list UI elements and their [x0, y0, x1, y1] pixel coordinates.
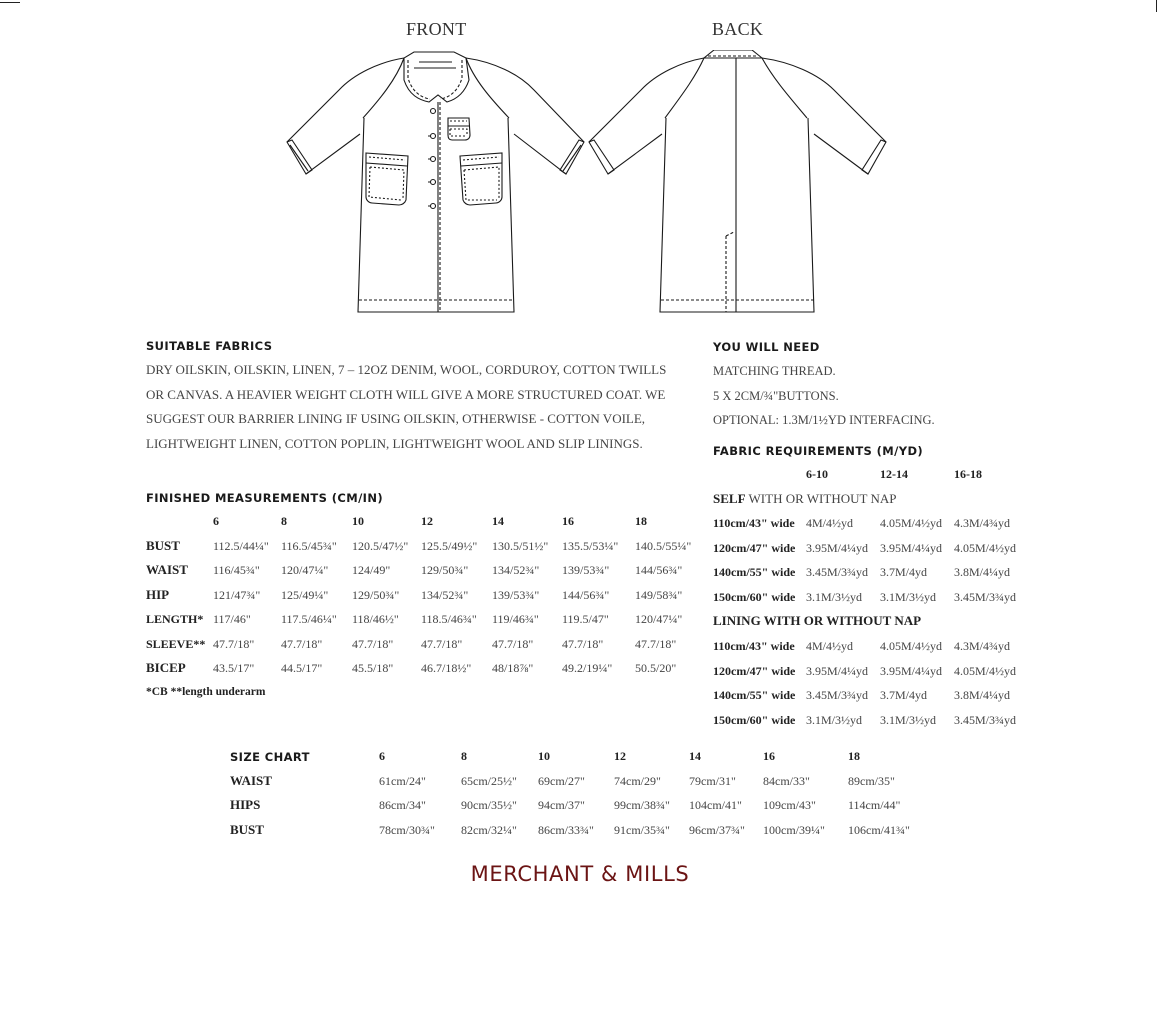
- table-row: [713, 683, 1033, 708]
- table-row: [713, 634, 1033, 659]
- size-header: 12: [614, 749, 626, 763]
- table-cell: 125/49¼": [281, 587, 329, 602]
- size-header: 12: [421, 514, 433, 528]
- table-row: [713, 659, 1033, 684]
- table-cell: 78cm/30¾": [379, 822, 435, 837]
- back-view-label: BACK: [712, 19, 764, 39]
- table-cell: 144/56¾": [562, 587, 610, 602]
- size-header: 16: [562, 514, 574, 528]
- self-label: SELF: [713, 491, 746, 506]
- table-cell: 116/45¾": [213, 563, 260, 577]
- table-row: [230, 818, 950, 843]
- size-group-header: 6-10: [806, 467, 828, 481]
- row-label: BUST: [230, 821, 264, 837]
- table-cell: 129/50¾": [421, 563, 469, 577]
- table-cell: 3.7M/4yd: [880, 565, 928, 579]
- table-row: [713, 536, 1033, 561]
- need-item: 5 X 2CM/¾"BUTTONS.: [713, 389, 839, 403]
- lining-label: LINING WITH OR WITHOUT NAP: [713, 613, 922, 628]
- table-cell: 47.7/18": [635, 636, 677, 651]
- table-cell: 4.05M/4½yd: [954, 663, 1017, 678]
- table-cell: 86cm/34": [379, 798, 426, 812]
- table-cell: 61cm/24": [379, 773, 426, 788]
- table-cell: 96cm/37¾": [689, 822, 745, 837]
- table-cell: 149/58¾": [635, 587, 683, 602]
- table-cell: 117/46": [213, 612, 251, 626]
- table-cell: 121/47¾": [213, 587, 261, 602]
- need-item: MATCHING THREAD.: [713, 364, 836, 378]
- table-cell: 129/50¾": [352, 587, 400, 602]
- suitable-fabrics-text: [146, 358, 666, 456]
- table-header-row: [146, 509, 706, 534]
- fabric-width: 120cm/47" wide: [713, 663, 796, 678]
- table-cell: 140.5/55¼": [635, 538, 692, 553]
- size-group-header: 16-18: [954, 467, 982, 481]
- table-cell: 109cm/43": [763, 798, 816, 812]
- table-cell: 3.1M/3½yd: [806, 712, 863, 727]
- table-cell: 3.1M/3½yd: [880, 712, 937, 727]
- finished-measurements-heading: FINISHED MEASUREMENTS (CM/IN): [146, 491, 384, 505]
- fabric-width: 150cm/60" wide: [713, 589, 796, 604]
- table-cell: 3.8M/4¼yd: [954, 688, 1011, 702]
- crop-mark: [1156, 0, 1157, 12]
- table-cell: 47.7/18": [562, 636, 604, 651]
- table-cell: 120.5/47½": [352, 538, 409, 553]
- size-header: 18: [635, 514, 647, 528]
- table-cell: 79cm/31": [689, 773, 736, 788]
- table-cell: 49.2/19¼": [562, 661, 613, 675]
- table-cell: 86cm/33¾": [538, 822, 594, 837]
- table-cell: 46.7/18½": [421, 661, 472, 675]
- table-cell: 99cm/38¾": [614, 798, 670, 812]
- table-cell: 48/18⅞": [492, 661, 534, 675]
- table-cell: 91cm/35¾": [614, 822, 670, 837]
- table-cell: 4.3M/4¾yd: [954, 516, 1011, 530]
- self-fabric-table: [713, 511, 1033, 609]
- table-cell: 4.05M/4½yd: [954, 540, 1017, 555]
- row-label: WAIST: [230, 772, 272, 788]
- size-header: 10: [352, 514, 364, 528]
- table-cell: 120/47¼": [281, 563, 329, 577]
- size-header: 14: [689, 749, 701, 763]
- table-cell: 3.45M/3¾yd: [806, 565, 869, 579]
- text-line: DRY OILSKIN, OILSKIN, LINEN, 7 – 12OZ DENIM, WOOL, CORDUROY, COTTON TWILLS: [146, 362, 667, 377]
- size-header: 8: [281, 514, 287, 528]
- table-cell: 124/49": [352, 563, 391, 577]
- table-cell: 3.45M/3¾yd: [954, 589, 1017, 604]
- table-cell: 135.5/53¼": [562, 538, 619, 553]
- table-cell: 120/47¼": [635, 612, 683, 626]
- size-group-header: 12-14: [880, 467, 908, 481]
- table-cell: 82cm/32¼": [461, 822, 517, 837]
- row-label: HIP: [146, 586, 170, 602]
- table-cell: 104cm/41": [689, 798, 742, 812]
- table-cell: 119.5/47": [562, 612, 609, 626]
- fabric-width: 140cm/55" wide: [713, 565, 796, 579]
- row-label: BUST: [146, 537, 180, 553]
- table-row: [146, 656, 706, 681]
- table-cell: 3.1M/3½yd: [880, 589, 937, 604]
- table-row: [146, 607, 706, 632]
- table-cell: 119/46¾": [492, 612, 539, 626]
- table-cell: 3.8M/4¼yd: [954, 565, 1011, 579]
- row-label: BICEP: [146, 660, 186, 675]
- table-cell: 90cm/35½": [461, 798, 517, 812]
- fabric-width: 140cm/55" wide: [713, 688, 796, 702]
- coat-front-illustration: [284, 50, 589, 315]
- size-header: 8: [461, 749, 467, 763]
- fabric-width: 150cm/60" wide: [713, 712, 796, 727]
- table-row: [146, 558, 706, 583]
- lining-fabric-table: [713, 634, 1033, 732]
- table-cell: 50.5/20": [635, 661, 677, 675]
- fabric-width: 110cm/43" wide: [713, 516, 795, 530]
- size-chart-heading: SIZE CHART: [230, 750, 310, 764]
- size-chart-table: [230, 744, 950, 842]
- table-cell: 3.95M/4¼yd: [880, 540, 943, 555]
- front-view-label: FRONT: [406, 19, 467, 39]
- table-header-row: [713, 462, 1033, 487]
- fabric-width: 120cm/47" wide: [713, 540, 796, 555]
- table-row: [230, 769, 950, 794]
- table-cell: 118/46½": [352, 612, 399, 626]
- table-row: [713, 708, 1033, 733]
- table-cell: 3.95M/4¼yd: [806, 540, 869, 555]
- text-line: LIGHTWEIGHT LINEN, COTTON POPLIN, LIGHTWEIGHT WOOL AND SLIP LININGS.: [146, 435, 643, 451]
- table-cell: 94cm/37": [538, 798, 585, 812]
- table-row: [713, 560, 1033, 585]
- table-cell: 44.5/17": [281, 661, 323, 675]
- size-header: 16: [763, 749, 775, 763]
- size-header: 6: [213, 514, 219, 528]
- table-cell: 106cm/41¾": [848, 822, 910, 837]
- size-header: 6: [379, 749, 385, 763]
- size-header: 18: [848, 749, 860, 763]
- table-cell: 47.7/18": [421, 636, 463, 651]
- table-row: [146, 583, 706, 608]
- table-cell: 3.7M/4yd: [880, 688, 928, 702]
- row-label: HIPS: [230, 797, 261, 812]
- fabric-size-groups: [713, 462, 1033, 487]
- you-will-need-heading: YOU WILL NEED: [713, 340, 820, 354]
- fabric-width: 110cm/43" wide: [713, 639, 795, 653]
- table-row: [713, 511, 1033, 536]
- table-cell: 4.05M/4½yd: [880, 639, 943, 653]
- table-cell: 47.7/18": [281, 636, 323, 651]
- table-cell: 43.5/17": [213, 661, 255, 675]
- self-fabric-subheading: [713, 491, 896, 507]
- table-cell: 65cm/25½": [461, 773, 517, 788]
- self-label-rest: WITH OR WITHOUT NAP: [745, 491, 897, 506]
- row-label: WAIST: [146, 562, 188, 577]
- table-cell: 114cm/44": [848, 798, 901, 812]
- table-cell: 3.45M/3¾yd: [954, 712, 1017, 727]
- table-cell: 134/52¾": [421, 587, 469, 602]
- table-cell: 47.7/18": [352, 636, 394, 651]
- table-cell: 69cm/27": [538, 773, 585, 788]
- table-cell: 139/53¾": [562, 563, 610, 577]
- suitable-fabrics-heading: SUITABLE FABRICS: [146, 339, 273, 353]
- table-cell: 134/52¾": [492, 563, 540, 577]
- table-cell: 47.7/18": [213, 636, 255, 651]
- text-line: SUGGEST OUR BARRIER LINING IF USING OILSKIN, OTHERWISE - COTTON VOILE,: [146, 411, 646, 426]
- table-cell: 4M/4½yd: [806, 516, 854, 530]
- table-cell: 100cm/39¼": [763, 822, 825, 837]
- table-cell: 4.05M/4½yd: [880, 516, 943, 530]
- table-cell: 116.5/45¾": [281, 538, 337, 553]
- table-cell: 3.95M/4¼yd: [880, 663, 943, 678]
- table-cell: 118.5/46¾": [421, 612, 477, 626]
- finished-measurements-table: [146, 509, 706, 681]
- table-row: [713, 585, 1033, 610]
- coat-back-illustration: [586, 50, 891, 315]
- need-item: OPTIONAL: 1.3M/1½YD INTERFACING.: [713, 413, 935, 427]
- table-cell: 3.95M/4¼yd: [806, 663, 869, 678]
- table-cell: 130.5/51½": [492, 538, 549, 553]
- table-cell: 89cm/35": [848, 773, 895, 788]
- table-cell: 4M/4½yd: [806, 639, 854, 653]
- table-cell: 84cm/33": [763, 773, 810, 788]
- table-row: [230, 793, 950, 818]
- table-cell: 125.5/49½": [421, 538, 478, 553]
- size-header: 14: [492, 514, 504, 528]
- crop-mark: [0, 2, 20, 3]
- fabric-requirements-heading: FABRIC REQUIREMENTS (M/YD): [713, 444, 924, 458]
- table-cell: 74cm/29": [614, 773, 661, 788]
- table-cell: 112.5/44¼": [213, 538, 269, 553]
- table-cell: 3.45M/3¾yd: [806, 688, 869, 702]
- text-line: OR CANVAS. A HEAVIER WEIGHT CLOTH WILL GIVE A MORE STRUCTURED COAT. WE: [146, 386, 666, 402]
- brand-logo-text: MERCHANT & MILLS: [470, 862, 690, 886]
- table-header-row: [230, 744, 950, 769]
- table-cell: 117.5/46¼": [281, 612, 337, 626]
- size-header: 10: [538, 749, 550, 763]
- table-cell: 144/56¾": [635, 563, 683, 577]
- table-cell: 139/53¾": [492, 587, 540, 602]
- table-cell: 47.7/18": [492, 636, 534, 651]
- table-cell: 4.3M/4¾yd: [954, 639, 1011, 653]
- row-label: LENGTH*: [146, 612, 204, 626]
- table-cell: 3.1M/3½yd: [806, 589, 863, 604]
- table-row: [146, 632, 706, 657]
- table-cell: 45.5/18": [352, 661, 394, 675]
- measurements-footnote: *CB **length underarm: [146, 686, 266, 698]
- table-row: [146, 534, 706, 559]
- row-label: SLEEVE**: [146, 636, 206, 651]
- lining-fabric-subheading: [713, 613, 921, 629]
